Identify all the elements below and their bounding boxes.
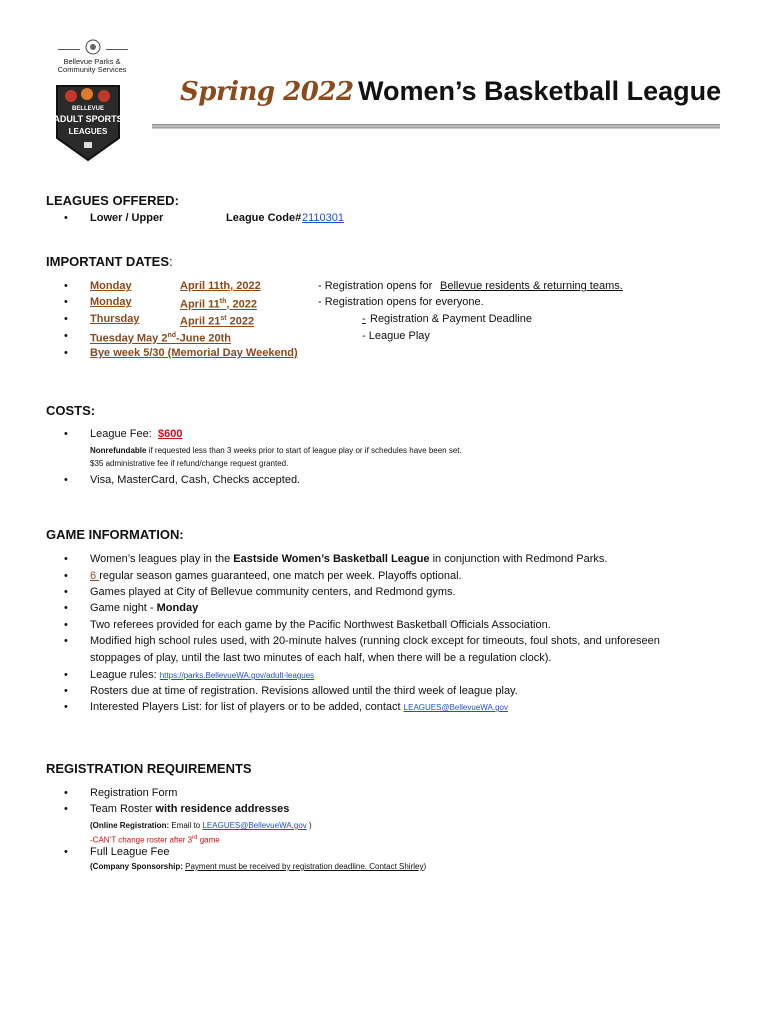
game-line6a: Modified high school rules used, with 20-minute halves (running clock except for timeouts, foul shots, and unforeseen [90, 635, 660, 647]
date-sup: st [220, 315, 227, 322]
bullet-icon: • [64, 685, 68, 697]
nonrefundable-text: if requested less than 3 weeks prior to start of league play or if schedules have been set. [146, 446, 462, 455]
date-desc: - Registration opens for everyone. [318, 296, 484, 308]
company-text: Payment must be received by registration deadline. Contact Shirley [185, 862, 424, 871]
bullet-icon: • [64, 428, 68, 440]
badge-bottom-text: LEAGUES [68, 127, 108, 136]
adult-sports-badge-logo [53, 82, 123, 162]
date-value: April 11th, 2022 [180, 280, 261, 292]
cant-sup: rd [192, 835, 198, 841]
company-sponsorship-note [90, 860, 510, 874]
game-heading: GAME INFORMATION: [46, 527, 184, 542]
bullet-icon: • [64, 280, 68, 292]
game-line6b: stoppages of play, until the last two minutes of each half, when there will be a regulation clock). [90, 652, 552, 664]
admin-fee-note: $35 administrative fee if refund/change request granted. [90, 459, 289, 468]
date-desc-dash: - [362, 313, 366, 325]
game-line1-b: Eastside Women’s Basketball League [233, 553, 430, 565]
bullet-icon: • [64, 296, 68, 308]
badge-mid-text: ADULT SPORTS [53, 114, 123, 124]
online-label: (Online Registration: [90, 821, 170, 830]
league-rules-label: League rules: [90, 669, 160, 681]
league-rules-link[interactable]: https://parks.BellevueWA.gov/adult-leagues [159, 671, 315, 680]
city-seal-icon [84, 38, 102, 56]
bullet-icon: • [64, 635, 68, 647]
date-sup: nd [167, 332, 177, 339]
game-night-label: Game night - [90, 602, 157, 614]
bullet-icon: • [64, 570, 68, 582]
date-tail: 2022 [226, 315, 255, 328]
date-desc-link: Bellevue residents & returning teams. [440, 280, 623, 292]
fee-value: $600 [158, 428, 183, 440]
online-text: Email to [169, 821, 203, 830]
date-day: Thursday [90, 313, 140, 325]
game-line5: Two referees provided for each game by the Pacific Northwest Basketball Officials Association. [90, 619, 551, 631]
date-value-main: April 21 [180, 315, 221, 328]
nonrefundable-note [90, 444, 710, 458]
dates-heading-colon: : [169, 254, 173, 269]
date-label [90, 329, 362, 346]
bullet-icon: • [64, 347, 68, 359]
date-label: Bye week 5/30 (Memorial Day Weekend) [90, 347, 298, 359]
org-line-2: Community Services [57, 65, 127, 74]
date-tail: , 2022 [226, 298, 257, 311]
payment-methods: Visa, MasterCard, Cash, Checks accepted. [90, 474, 301, 486]
bullet-icon: • [64, 553, 68, 565]
dates-heading-text: IMPORTANT DATES [46, 254, 170, 269]
date-day: Monday [90, 280, 132, 292]
title-season: Spring 2022 [180, 77, 354, 107]
company-close: ) [423, 862, 427, 871]
bullet-icon: • [64, 701, 68, 713]
date-label-tail: -June 20th [176, 332, 232, 345]
date-day: Monday [90, 296, 132, 308]
date-value [180, 312, 362, 329]
reg-fee: Full League Fee [90, 846, 170, 858]
date-sup: th [219, 298, 227, 305]
company-label: (Company Sponsorship: [90, 862, 183, 871]
roster-label: Team Roster [90, 803, 156, 815]
interested-label: Interested Players List: for list of players or to be added, contact [90, 701, 404, 713]
bullet-icon: • [64, 586, 68, 598]
costs-heading: COSTS: [46, 403, 96, 418]
bellevue-logo [46, 34, 138, 164]
date-desc: Registration & Payment Deadline [370, 313, 533, 325]
date-label-main: Tuesday May 2 [90, 332, 168, 345]
registration-heading: REGISTRATION REQUIREMENTS [46, 761, 252, 776]
cant-tail: game [197, 835, 220, 845]
online-email-link[interactable]: LEAGUES@BellevueWA.gov [202, 821, 307, 830]
leagues-email-link[interactable]: LEAGUES@BellevueWA.gov [403, 703, 508, 712]
leagues-heading: LEAGUES OFFERED: [46, 193, 179, 208]
bullet-icon: • [64, 330, 68, 342]
fee-label: League Fee: [90, 428, 152, 440]
game-night-value: Monday [156, 602, 199, 614]
org-line-1: Bellevue Parks & [63, 57, 121, 66]
bullet-icon: • [64, 669, 68, 681]
league-code-link[interactable]: 2110301 [302, 212, 345, 224]
bullet-icon: • [64, 619, 68, 631]
date-desc-prefix: - Registration opens for [318, 280, 433, 292]
seal-line-right [106, 49, 128, 50]
bullet-icon: • [64, 787, 68, 799]
game-line1-a: Women’s leagues play in the [90, 553, 234, 565]
bullet-icon: • [64, 846, 68, 858]
date-desc: - League Play [362, 330, 430, 342]
title-league: Women’s Basketball League [357, 76, 722, 106]
seal-line-left [58, 49, 80, 50]
org-name [46, 58, 138, 74]
game-line8: Rosters due at time of registration. Revisions allowed until the third week of league play. [90, 685, 518, 697]
nonrefundable-label: Nonrefundable [90, 446, 147, 455]
bullet-icon: • [64, 212, 68, 224]
badge-top-text: BELLEVUE [71, 106, 105, 112]
title-divider [152, 124, 720, 129]
roster-requirement: with residence addresses [155, 803, 290, 815]
bullet-icon: • [64, 313, 68, 325]
bullet-icon: • [64, 803, 68, 815]
bullet-icon: • [64, 474, 68, 486]
cant-text: -CAN’T change roster after 3 [90, 835, 193, 845]
bullet-icon: • [64, 602, 68, 614]
reg-form: Registration Form [90, 787, 178, 799]
date-value [180, 295, 318, 312]
game-line1-c: in conjunction with Redmond Parks. [429, 553, 608, 565]
dates-heading [46, 254, 173, 269]
online-close: ) [306, 821, 312, 830]
date-value-main: April 11 [180, 298, 220, 311]
game-line2-rest: regular season games guaranteed, one match per week. Playoffs optional. [99, 570, 462, 582]
league-division: Lower / Upper [90, 212, 164, 224]
game-line3: Games played at City of Bellevue community centers, and Redmond gyms. [90, 586, 456, 598]
game-count: 6 [90, 570, 100, 582]
page-title [180, 76, 721, 110]
league-code-label: League Code# [226, 212, 302, 224]
